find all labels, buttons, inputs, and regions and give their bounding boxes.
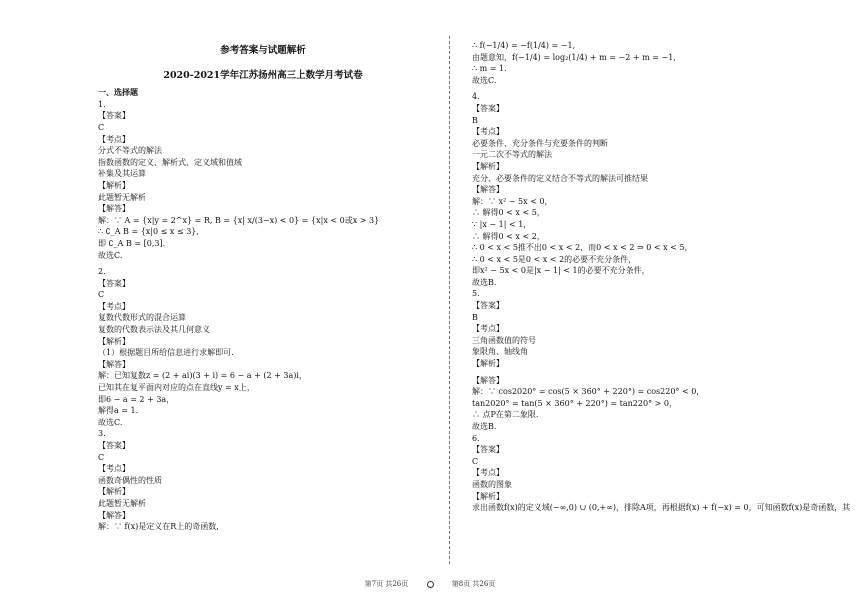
- text-line: 【答案】: [98, 441, 130, 450]
- left-content: [98, 87, 428, 533]
- text-line: 故选B.: [472, 422, 497, 431]
- footer-left-page-number: 第7页 共26页: [364, 580, 409, 588]
- text-line: tan2020° = tan(5 × 360° + 220°) = tan220° > 0，: [472, 398, 677, 408]
- text-line: 【考点】: [472, 324, 504, 334]
- text-line: 【考点】: [472, 127, 504, 137]
- text-line: 【解析】: [472, 161, 504, 171]
- text-line: ∴ 点P在第二象限.: [472, 410, 539, 420]
- text-line: ∴ 解得0 < x < 2，: [472, 231, 545, 241]
- text-line: 解：∵ f(x)是定义在R上的奇函数,: [98, 522, 219, 532]
- text-line: 即 ∁_A B = [0,3].: [98, 238, 166, 248]
- text-line: 解：∵ cos2020° = cos(5 × 360° + 220°) = cos220° < 0，: [472, 387, 705, 397]
- text-line: ∴ f(−1/4) = −f(1/4) = −1,: [472, 41, 576, 50]
- text-line: 【考点】: [98, 464, 130, 474]
- text-line: 【解析】: [472, 359, 504, 369]
- text-line: 【解析】: [98, 180, 130, 190]
- text-line: 解：∵ A = {x|y = 2^x} = R, B = {x| x/(3−x) < 0} = {x|x < 0或x > 3}: [98, 215, 380, 225]
- text-line: 函数的图象: [472, 479, 512, 489]
- right-content: [472, 40, 851, 514]
- text-line: 解：∵ x² − 5x < 0，: [472, 196, 553, 206]
- text-line: 必要条件、充分条件与充要条件的判断: [472, 138, 608, 148]
- text-line: 【答案】: [98, 278, 130, 288]
- text-line: 2.: [98, 267, 106, 277]
- text-line: C: [98, 452, 105, 462]
- text-line: 复数代数形式的混合运算: [98, 313, 186, 323]
- text-line: 解：已知复数z = (2 + ai)(3 + i) = 6 − a + (2 + 3a)i，: [98, 371, 307, 381]
- text-line: 【解析】: [472, 491, 504, 501]
- text-line: 故选C.: [98, 250, 123, 260]
- page-divider: [449, 36, 450, 564]
- text-line: 此题暂无解析: [98, 192, 146, 202]
- text-line: 由题意知，f(−1/4) = log₂(1/4) + m = −2 + m = −1,: [472, 52, 676, 62]
- text-line: 【解答】: [472, 185, 504, 195]
- page-title: 参考答案与试题解析: [220, 45, 306, 56]
- page-footer: [0, 579, 860, 589]
- text-line: 一元二次不等式的解法: [472, 150, 552, 160]
- text-line: ∴ 0 < x < 5推不出0 < x < 2，而0 < x < 2 ⇒ 0 < x < 5，: [472, 243, 693, 253]
- text-line: 象限角、轴线角: [472, 347, 528, 357]
- text-line: 【解析】: [98, 336, 130, 346]
- text-line: 此题暂无解析: [98, 498, 146, 508]
- text-line: 3.: [98, 429, 106, 439]
- left-page: [98, 40, 428, 533]
- text-line: （1）根据题目所给信息进行求解即可.: [98, 348, 234, 358]
- text-line: C: [98, 122, 105, 132]
- text-line: 【答案】: [472, 301, 504, 311]
- text-line: 复数的代数表示法及其几何意义: [98, 325, 210, 335]
- text-line: 求出函数f(x)的定义域(−∞,0) ∪ (0,+∞)，排除A项，再根据f(x) + f(−x) = 0，可知函数f(x)是奇函数，其: [472, 503, 851, 513]
- text-line: 【考点】: [98, 301, 130, 311]
- text-line: 故选C.: [98, 417, 123, 427]
- text-line: 【答案】: [472, 103, 504, 113]
- text-line: 即x² − 5x < 0是|x − 1| < 1的必要不充分条件，: [472, 266, 650, 276]
- footer-separator-icon: [427, 581, 434, 588]
- text-line: 函数奇偶性的性质: [98, 475, 162, 485]
- text-line: 【答案】: [98, 111, 130, 121]
- text-line: 【答案】: [472, 445, 504, 455]
- text-line: 【解析】: [98, 487, 130, 497]
- text-line: 【考点】: [98, 134, 130, 144]
- text-line: C: [98, 290, 105, 300]
- text-line: 故选C.: [472, 75, 497, 85]
- text-line: 4.: [472, 92, 480, 102]
- text-line: B: [472, 312, 478, 322]
- text-line: 一、选择题: [98, 87, 138, 98]
- text-line: 已知其在复平面内对应的点在直线y = x上，: [98, 383, 255, 393]
- exam-title: 2020-2021学年江苏扬州高三上数学月考试卷: [163, 69, 363, 81]
- text-line: 即6 − a = 2 + 3a，: [98, 394, 175, 404]
- text-line: 分式不等式的解法: [98, 146, 162, 156]
- text-line: 6.: [472, 433, 480, 443]
- text-line: ∴ 解得0 < x < 5，: [472, 208, 545, 218]
- text-line: 充分、必要条件的定义结合不等式的解法可推结果: [472, 173, 648, 183]
- text-line: ∴ m = 1.: [472, 64, 507, 74]
- text-line: 补集及其运算: [98, 169, 146, 179]
- text-line: 【考点】: [472, 468, 504, 478]
- text-line: 【解答】: [98, 510, 130, 520]
- text-line: B: [472, 115, 478, 125]
- text-line: 故选B.: [472, 277, 497, 287]
- text-line: ∴ ∁_A B = {x|0 ≤ x ≤ 3},: [98, 227, 199, 237]
- text-line: 【解答】: [472, 375, 504, 385]
- text-line: 5.: [472, 289, 480, 299]
- footer-right-page-number: 第8页 共26页: [451, 580, 496, 588]
- text-line: C: [472, 456, 479, 466]
- text-line: 1.: [98, 99, 106, 109]
- text-line: 三角函数值的符号: [472, 335, 536, 345]
- right-page: [472, 40, 851, 514]
- text-line: 【解答】: [98, 359, 130, 369]
- text-line: 解得a = 1.: [98, 406, 139, 416]
- text-line: 指数函数的定义、解析式、定义域和值域: [98, 157, 242, 167]
- text-line: 【解答】: [98, 204, 130, 214]
- text-line: ∵ |x − 1| < 1，: [472, 219, 532, 229]
- text-line: ∴ 0 < x < 5是0 < x < 2的必要不充分条件，: [472, 254, 637, 264]
